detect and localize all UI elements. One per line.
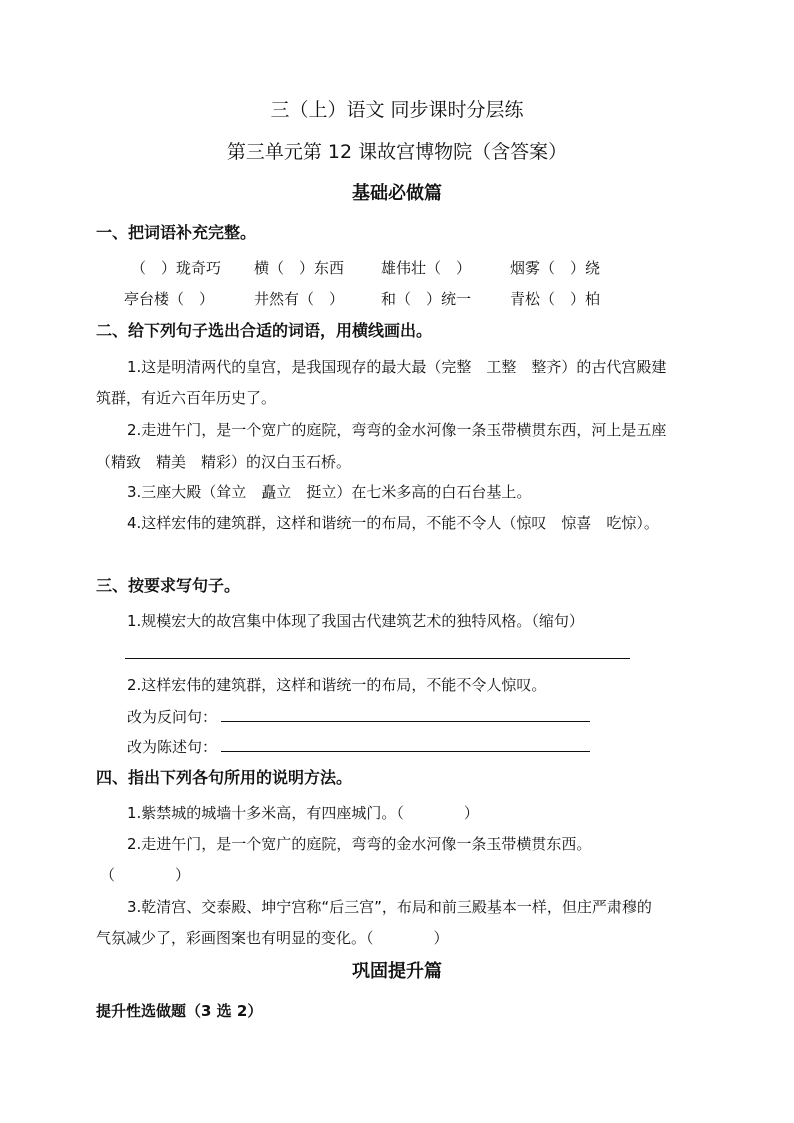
section-advanced-heading: 巩固提升篇 bbox=[352, 961, 442, 982]
part2-question-2-cont: （精致 精美 精彩）的汉白玉石桥。 bbox=[96, 453, 352, 471]
word-blank-item: 烟雾（ ）绕 bbox=[510, 259, 601, 277]
part2-question-3: 3.三座大殿（耸立 矗立 挺立）在七米多高的白石台基上。 bbox=[127, 483, 532, 501]
optional-questions-heading: 提升性选做题（3 选 2） bbox=[96, 1002, 263, 1020]
part3-question-2: 2.这样宏伟的建筑群，这样和谐统一的布局，不能不令人惊叹。 bbox=[127, 676, 547, 694]
part4-question-2-blank: （ ） bbox=[100, 866, 191, 884]
word-blank-item: 青松（ ）柏 bbox=[510, 290, 601, 308]
word-blank-item: 井然有（ ） bbox=[254, 290, 345, 308]
rhetorical-question-label: 改为反问句： bbox=[127, 708, 218, 726]
part2-question-2: 2.走进午门，是一个宽广的庭院，弯弯的金水河像一条玉带横贯东西，河上是五座 bbox=[127, 421, 667, 439]
part4-question-1: 1.紫禁城的城墙十多米高，有四座城门。（ ） bbox=[127, 804, 479, 822]
part2-question-1-cont: 筑群，有近六百年历史了。 bbox=[96, 389, 277, 407]
part2-question-4: 4.这样宏伟的建筑群，这样和谐统一的布局，不能不令人（惊叹 惊喜 吃惊）。 bbox=[127, 514, 659, 532]
declarative-answer-line[interactable] bbox=[221, 751, 590, 752]
rhetorical-answer-line[interactable] bbox=[221, 721, 590, 722]
part2-heading: 二、给下列句子选出合适的词语，用横线画出。 bbox=[96, 321, 433, 340]
declarative-label: 改为陈述句： bbox=[127, 738, 218, 756]
part4-question-3: 3.乾清宫、交泰殿、坤宁宫称“后三宫”，布局和前三殿基本一样，但庄严肃穆的 bbox=[127, 898, 652, 916]
worksheet-title: 三（上）语文 同步课时分层练 bbox=[270, 99, 524, 121]
word-blank-item: 横（ ）东西 bbox=[254, 259, 345, 277]
word-blank-item: 亭台楼（ ） bbox=[124, 290, 215, 308]
part2-question-1: 1.这是明清两代的皇宫，是我国现存的最大最（完整 工整 整齐）的古代宫殿建 bbox=[127, 358, 667, 376]
answer-line[interactable] bbox=[125, 658, 630, 659]
word-blank-item: 雄伟壮（ ） bbox=[381, 259, 472, 277]
part1-heading: 一、把词语补充完整。 bbox=[96, 223, 257, 242]
word-blank-item: 和（ ）统一 bbox=[381, 290, 472, 308]
part4-heading: 四、指出下列各句所用的说明方法。 bbox=[96, 768, 353, 787]
part3-question-1: 1.规模宏大的故宫集中体现了我国古代建筑艺术的独特风格。（缩句） bbox=[127, 612, 584, 630]
part4-question-2: 2.走进午门，是一个宽广的庭院，弯弯的金水河像一条玉带横贯东西。 bbox=[127, 835, 592, 853]
part4-question-3-cont: 气氛减少了，彩画图案也有明显的变化。（ ） bbox=[96, 929, 449, 947]
part3-heading: 三、按要求写句子。 bbox=[96, 576, 241, 595]
section-basic-heading: 基础必做篇 bbox=[352, 183, 442, 204]
word-blank-item: （ ）珑奇巧 bbox=[131, 259, 222, 277]
lesson-title: 第三单元第 12 课故宫博物院（含答案） bbox=[226, 141, 568, 163]
